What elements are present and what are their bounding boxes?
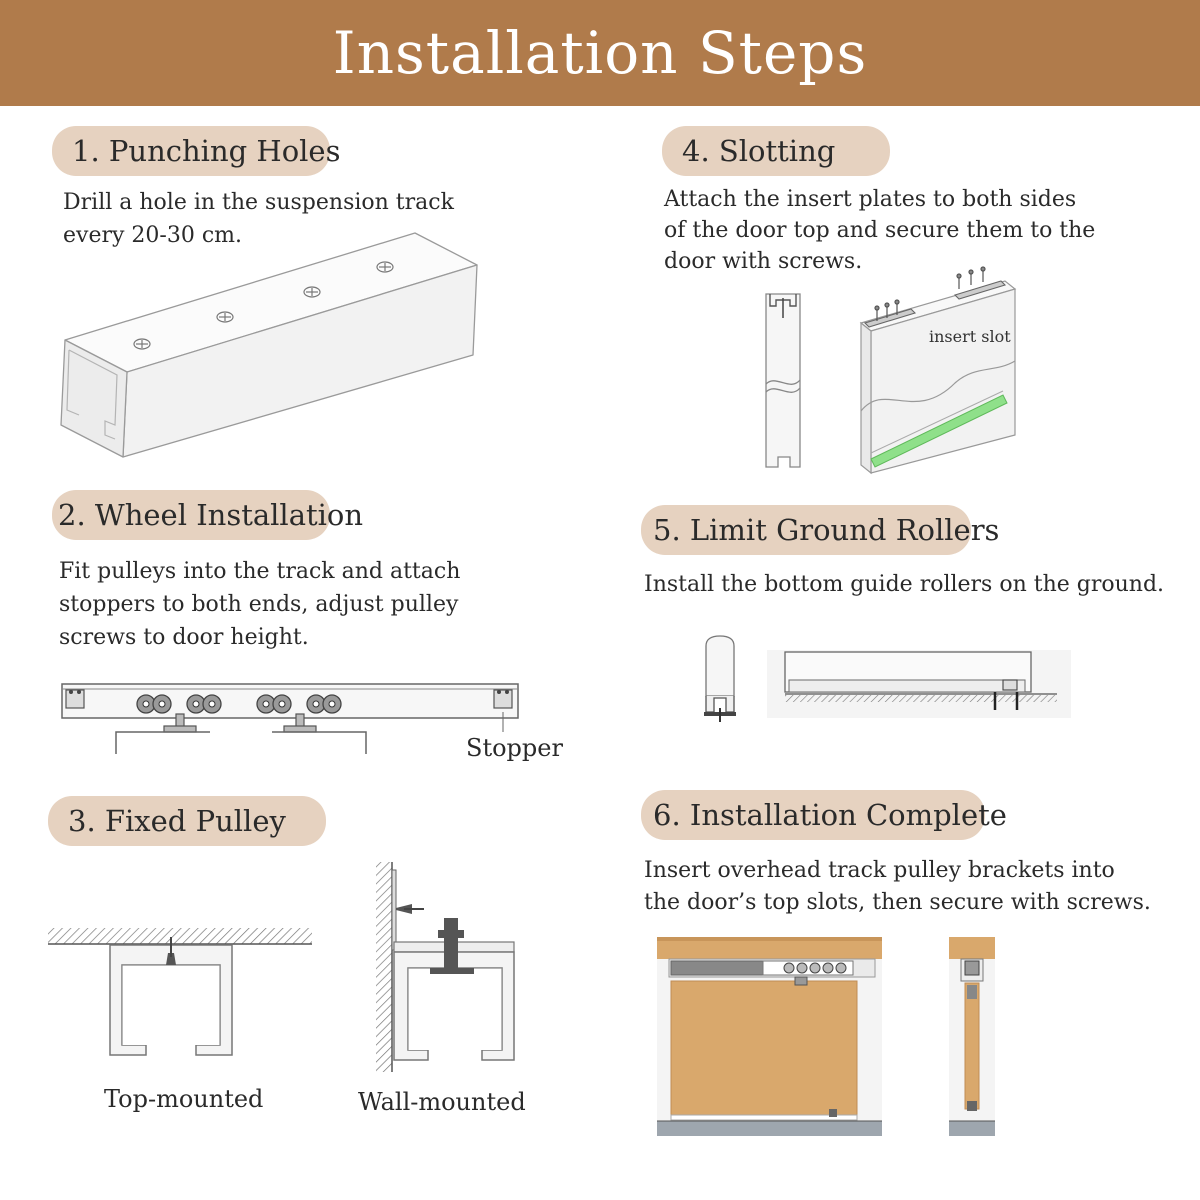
step-1-line-1: Drill a hole in the suspension track: [63, 190, 454, 215]
step-2-line-2: stoppers to both ends, adjust pulley: [59, 592, 459, 617]
step-2-line-1: Fit pulleys into the track and attach: [59, 559, 461, 584]
step-5-title: 5. Limit Ground Rollers: [641, 505, 971, 555]
step-1-track-illustration: [55, 225, 495, 465]
step-5-line-1: Install the bottom guide rollers on the ground.: [644, 572, 1165, 597]
wall-mounted-illustration: [374, 860, 524, 1075]
wall-mounted-label: Wall-mounted: [358, 1088, 526, 1116]
step-4-line-3: door with screws.: [664, 249, 863, 274]
door-edge-profile: [762, 292, 807, 472]
door-insert-slot-illustration: [855, 263, 1025, 478]
step-2-track-with-pulleys: [60, 682, 530, 757]
step-4-line-1: Attach the insert plates to both sides: [664, 187, 1077, 212]
step-2-title: 2. Wheel Installation: [52, 490, 330, 540]
step-4-title: 4. Slotting: [662, 126, 890, 176]
insert-slot-label: insert slot: [929, 327, 1011, 346]
step-3-title: 3. Fixed Pulley: [48, 796, 326, 846]
step-6-line-1: Insert overhead track pulley brackets into: [644, 858, 1115, 883]
step-1-title: 1. Punching Holes: [52, 126, 330, 176]
stopper-label: Stopper: [466, 734, 563, 762]
header-banner: [0, 0, 1200, 106]
step-6-line-2: the door’s top slots, then secure with screws.: [644, 890, 1151, 915]
top-mounted-illustration: [48, 925, 313, 1060]
page-title: Installation Steps: [332, 19, 868, 87]
step-6-title: 6. Installation Complete: [641, 790, 985, 840]
installed-door-side-view: [949, 937, 997, 1137]
step-2-line-3: screws to door height.: [59, 625, 309, 650]
top-mounted-label: Top-mounted: [104, 1085, 264, 1113]
step-6-description: [644, 855, 1151, 919]
step-2-description: [59, 555, 460, 654]
ground-roller-front-view: [767, 650, 1072, 720]
step-5-description: [644, 568, 1164, 601]
step-4-line-2: of the door top and secure them to the: [664, 218, 1096, 243]
installed-door-front-view: [657, 937, 883, 1137]
ground-roller-side-profile: [700, 632, 745, 724]
step-1-line-2: every 20-30 cm.: [63, 223, 242, 248]
